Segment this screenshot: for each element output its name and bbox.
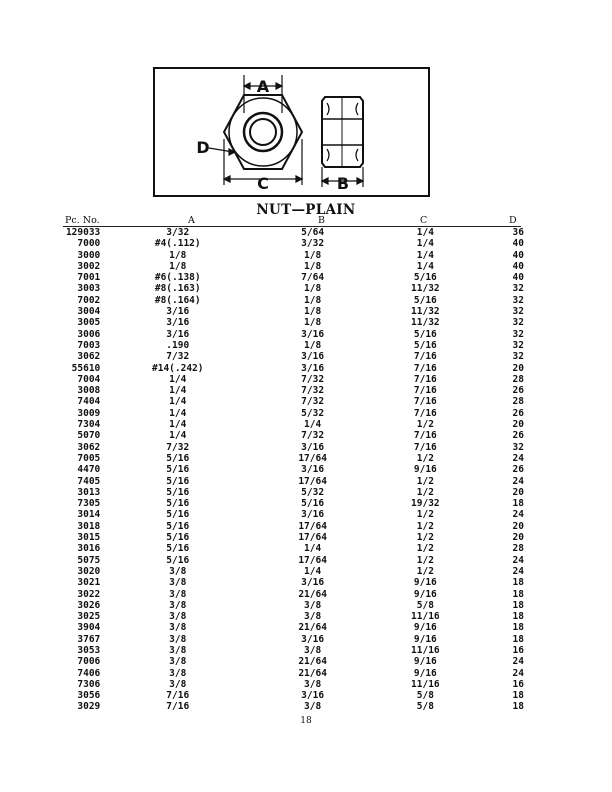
- cell-a: #8(.163): [154, 283, 201, 295]
- table-row: [60, 600, 524, 611]
- cell-a: 5/16: [166, 543, 190, 555]
- cell-a: 3/8: [169, 565, 187, 577]
- cell-c: 1/2: [416, 543, 434, 555]
- hole-inner-circle: [250, 119, 276, 145]
- table-row: [60, 656, 524, 667]
- cell-c: 1/2: [416, 486, 434, 498]
- cell-d: 18: [512, 577, 524, 589]
- cell-d: 18: [512, 588, 524, 600]
- cell-d: 40: [512, 238, 524, 250]
- parts-table: [60, 227, 524, 713]
- cell-a: 3/8: [169, 577, 187, 589]
- cell-d: 18: [512, 690, 524, 702]
- cell-a: 5/16: [166, 498, 190, 510]
- cell-b: 17/64: [298, 554, 327, 566]
- cell-d: 18: [512, 599, 524, 611]
- cell-d: 24: [512, 554, 524, 566]
- label-c: C: [257, 174, 269, 193]
- column-header-d: D: [509, 215, 517, 226]
- label-d: D: [196, 138, 210, 157]
- cell-c: 5/16: [413, 328, 437, 340]
- cell-c: 7/16: [413, 407, 437, 419]
- column-header-c: C: [420, 215, 428, 226]
- cell-b: 1/4: [304, 565, 322, 577]
- cell-pc: 7006: [77, 656, 101, 668]
- cell-c: 7/16: [413, 385, 437, 397]
- cell-c: 9/16: [413, 633, 437, 645]
- cell-a: 5/16: [166, 554, 190, 566]
- cell-b: 1/4: [304, 543, 322, 555]
- cell-pc: 7304: [77, 419, 101, 431]
- cell-d: 26: [512, 464, 524, 476]
- cell-d: 20: [512, 419, 524, 431]
- table-row: [60, 668, 524, 679]
- table-row: [60, 227, 524, 238]
- cell-pc: 7404: [77, 396, 101, 408]
- cell-d: 24: [512, 656, 524, 668]
- cell-b: 7/32: [301, 385, 325, 397]
- cell-pc: 3013: [77, 486, 101, 498]
- cell-pc: 3008: [77, 385, 101, 397]
- cell-a: #4(.112): [154, 238, 201, 250]
- cell-d: 24: [512, 667, 524, 679]
- cell-d: 18: [512, 622, 524, 634]
- cell-a: 3/16: [166, 328, 190, 340]
- table-row: [60, 622, 524, 633]
- cell-d: 24: [512, 452, 524, 464]
- table-row: [60, 317, 524, 328]
- table-row: [60, 351, 524, 362]
- cell-a: 3/16: [166, 306, 190, 318]
- cell-pc: 3009: [77, 407, 101, 419]
- table-row: [60, 261, 524, 272]
- table-row: [60, 340, 524, 351]
- cell-pc: 3018: [77, 520, 101, 532]
- cell-d: 32: [512, 317, 524, 329]
- cell-pc: 3020: [77, 565, 101, 577]
- cell-b: 17/64: [298, 475, 327, 487]
- cell-b: 5/64: [301, 227, 325, 238]
- cell-pc: 3006: [77, 328, 101, 340]
- cell-pc: 7003: [77, 339, 101, 351]
- cell-b: 3/16: [301, 577, 325, 589]
- cell-pc: 3029: [77, 701, 101, 713]
- cell-pc: 4470: [77, 464, 101, 476]
- table-row: [60, 306, 524, 317]
- cell-b: 1/8: [304, 294, 322, 306]
- cell-c: 1/2: [416, 452, 434, 464]
- cell-a: 3/16: [166, 317, 190, 329]
- cell-d: 32: [512, 441, 524, 453]
- cell-a: 1/4: [169, 407, 187, 419]
- cell-a: 7/32: [166, 351, 190, 363]
- cell-pc: 3004: [77, 306, 101, 318]
- cell-a: 1/8: [169, 260, 187, 272]
- table-row: [60, 498, 524, 509]
- cell-b: 3/8: [304, 701, 322, 713]
- cell-pc: 5075: [77, 554, 101, 566]
- hex-outline: [224, 95, 302, 169]
- cell-d: 28: [512, 543, 524, 555]
- cell-b: 3/16: [301, 362, 325, 374]
- cell-d: 16: [512, 644, 524, 656]
- cell-pc: 3025: [77, 611, 101, 623]
- cell-d: 32: [512, 283, 524, 295]
- cell-b: 1/8: [304, 306, 322, 318]
- cell-b: 7/64: [301, 272, 325, 284]
- cell-d: 24: [512, 565, 524, 577]
- cell-b: 3/16: [301, 633, 325, 645]
- cell-c: 1/4: [416, 260, 434, 272]
- table-row: [60, 295, 524, 306]
- cell-b: 5/32: [301, 486, 325, 498]
- cell-a: 3/8: [169, 622, 187, 634]
- cell-a: 3/8: [169, 599, 187, 611]
- cell-pc: 7004: [77, 373, 101, 385]
- cell-d: 32: [512, 306, 524, 318]
- cell-c: 19/32: [411, 498, 440, 510]
- cell-d: 40: [512, 249, 524, 261]
- cell-a: 3/8: [169, 611, 187, 623]
- cell-a: 3/8: [169, 633, 187, 645]
- cell-b: 21/64: [298, 667, 327, 679]
- cell-d: 18: [512, 498, 524, 510]
- table-row: [60, 329, 524, 340]
- cell-pc: 129033: [65, 227, 101, 238]
- cell-a: 1/8: [169, 249, 187, 261]
- cell-c: 11/16: [411, 644, 440, 656]
- cell-d: 18: [512, 633, 524, 645]
- table-row: [60, 250, 524, 261]
- cell-pc: 3056: [77, 690, 101, 702]
- cell-c: 9/16: [413, 667, 437, 679]
- table-row: [60, 589, 524, 600]
- table-row: [60, 283, 524, 294]
- table-row: [60, 487, 524, 498]
- cell-c: 9/16: [413, 622, 437, 634]
- table-row: [60, 272, 524, 283]
- table-row: [60, 476, 524, 487]
- cell-c: 7/16: [413, 373, 437, 385]
- cell-d: 26: [512, 430, 524, 442]
- cell-d: 40: [512, 260, 524, 272]
- table-row: [60, 566, 524, 577]
- cell-b: 3/8: [304, 611, 322, 623]
- cell-b: 21/64: [298, 622, 327, 634]
- cell-a: 1/4: [169, 396, 187, 408]
- cell-pc: 7406: [77, 667, 101, 679]
- cell-b: 21/64: [298, 588, 327, 600]
- table-row: [60, 430, 524, 441]
- table-row: [60, 374, 524, 385]
- cell-pc: 3003: [77, 283, 101, 295]
- cell-pc: 7002: [77, 294, 101, 306]
- cell-c: 1/2: [416, 520, 434, 532]
- cell-a: #14(.242): [152, 362, 204, 374]
- cell-b: 1/8: [304, 249, 322, 261]
- table-row: [60, 645, 524, 656]
- cell-c: 7/16: [413, 441, 437, 453]
- cell-pc: 3015: [77, 532, 101, 544]
- cell-b: 1/4: [304, 419, 322, 431]
- cell-pc: 7305: [77, 498, 101, 510]
- cell-b: 3/16: [301, 351, 325, 363]
- cell-c: 11/32: [411, 306, 440, 318]
- cell-pc: 3014: [77, 509, 101, 521]
- cell-b: 17/64: [298, 520, 327, 532]
- cell-c: 11/32: [411, 317, 440, 329]
- table-row: [60, 408, 524, 419]
- cell-a: 5/16: [166, 520, 190, 532]
- cell-b: 3/8: [304, 678, 322, 690]
- cell-d: 26: [512, 407, 524, 419]
- cell-b: 1/8: [304, 283, 322, 295]
- cell-b: 17/64: [298, 452, 327, 464]
- cell-d: 20: [512, 520, 524, 532]
- cell-a: 5/16: [166, 475, 190, 487]
- cell-a: #8(.164): [154, 294, 201, 306]
- page-number: 18: [300, 716, 312, 726]
- cell-c: 7/16: [413, 396, 437, 408]
- nut-diagram: [153, 67, 430, 197]
- label-b: B: [336, 174, 350, 193]
- cell-b: 21/64: [298, 656, 327, 668]
- cell-c: 1/2: [416, 475, 434, 487]
- cell-pc: 55610: [71, 362, 101, 374]
- cell-c: 9/16: [413, 656, 437, 668]
- cell-d: 32: [512, 328, 524, 340]
- table-row: [60, 611, 524, 622]
- table-row: [60, 363, 524, 374]
- chamfer-circle: [229, 98, 297, 166]
- cell-c: 7/16: [413, 430, 437, 442]
- nut-diagram-drawing: [155, 69, 428, 195]
- cell-pc: 3002: [77, 260, 101, 272]
- cell-a: .190: [166, 339, 190, 351]
- cell-pc: 5070: [77, 430, 101, 442]
- cell-a: 3/8: [169, 667, 187, 679]
- cell-a: 3/8: [169, 588, 187, 600]
- cell-pc: 3005: [77, 317, 101, 329]
- cell-d: 32: [512, 351, 524, 363]
- cell-pc: 7405: [77, 475, 101, 487]
- cell-d: 28: [512, 373, 524, 385]
- table-row: [60, 396, 524, 407]
- table-row: [60, 543, 524, 554]
- label-a: A: [256, 77, 270, 96]
- column-header-pc-no: Pc. No.: [65, 215, 100, 226]
- cell-d: 24: [512, 509, 524, 521]
- cell-c: 1/4: [416, 238, 434, 250]
- cell-b: 3/16: [301, 509, 325, 521]
- cell-pc: 3000: [77, 249, 101, 261]
- cell-b: 1/8: [304, 260, 322, 272]
- cell-d: 18: [512, 701, 524, 713]
- cell-c: 5/16: [413, 272, 437, 284]
- table-row: [60, 385, 524, 396]
- cell-a: #6(.138): [154, 272, 201, 284]
- table-row: [60, 634, 524, 645]
- table-row: [60, 442, 524, 453]
- cell-d: 20: [512, 532, 524, 544]
- cell-pc: 3022: [77, 588, 101, 600]
- table-row: [60, 419, 524, 430]
- column-header-a: A: [188, 215, 195, 226]
- cell-c: 5/8: [416, 690, 434, 702]
- cell-b: 3/16: [301, 690, 325, 702]
- table-row: [60, 238, 524, 249]
- cell-d: 36: [512, 227, 524, 238]
- cell-pc: 3062: [77, 351, 101, 363]
- cell-c: 9/16: [413, 577, 437, 589]
- cell-a: 5/16: [166, 464, 190, 476]
- cell-d: 40: [512, 272, 524, 284]
- cell-b: 1/8: [304, 339, 322, 351]
- cell-c: 7/16: [413, 351, 437, 363]
- table-row: [60, 521, 524, 532]
- cell-pc: 7306: [77, 678, 101, 690]
- cell-a: 3/8: [169, 656, 187, 668]
- cell-a: 7/16: [166, 701, 190, 713]
- cell-pc: 7005: [77, 452, 101, 464]
- table-row: [60, 464, 524, 475]
- cell-c: 1/4: [416, 227, 434, 238]
- cell-pc: 3904: [77, 622, 101, 634]
- cell-c: 7/16: [413, 362, 437, 374]
- cell-c: 1/4: [416, 249, 434, 261]
- cell-pc: 3021: [77, 577, 101, 589]
- table-row: [60, 453, 524, 464]
- table-row: [60, 577, 524, 588]
- cell-c: 1/2: [416, 554, 434, 566]
- cell-b: 5/16: [301, 498, 325, 510]
- cell-b: 3/16: [301, 464, 325, 476]
- cell-c: 1/2: [416, 509, 434, 521]
- cell-pc: 7001: [77, 272, 101, 284]
- table-row: [60, 679, 524, 690]
- cell-a: 1/4: [169, 385, 187, 397]
- cell-c: 5/8: [416, 701, 434, 713]
- cell-c: 11/32: [411, 283, 440, 295]
- cell-c: 11/16: [411, 678, 440, 690]
- cell-b: 1/8: [304, 317, 322, 329]
- cell-d: 32: [512, 339, 524, 351]
- cell-b: 7/32: [301, 373, 325, 385]
- page-title: NUT—PLAIN: [256, 202, 356, 218]
- cell-b: 3/32: [301, 238, 325, 250]
- table-row: [60, 532, 524, 543]
- table-row: [60, 701, 524, 712]
- cell-a: 5/16: [166, 532, 190, 544]
- table-row: [60, 690, 524, 701]
- cell-d: 24: [512, 475, 524, 487]
- cell-c: 11/16: [411, 611, 440, 623]
- cell-b: 17/64: [298, 532, 327, 544]
- cell-a: 7/32: [166, 441, 190, 453]
- cell-a: 1/4: [169, 430, 187, 442]
- cell-a: 7/16: [166, 690, 190, 702]
- cell-b: 3/16: [301, 328, 325, 340]
- cell-b: 5/32: [301, 407, 325, 419]
- cell-c: 1/2: [416, 565, 434, 577]
- table-row: [60, 509, 524, 520]
- cell-a: 3/32: [166, 227, 190, 238]
- cell-pc: 3062: [77, 441, 101, 453]
- cell-c: 5/16: [413, 339, 437, 351]
- cell-a: 5/16: [166, 486, 190, 498]
- cell-a: 1/4: [169, 419, 187, 431]
- cell-pc: 7000: [77, 238, 101, 250]
- cell-c: 5/8: [416, 599, 434, 611]
- table-row: [60, 555, 524, 566]
- cell-a: 1/4: [169, 373, 187, 385]
- cell-d: 32: [512, 294, 524, 306]
- cell-c: 9/16: [413, 464, 437, 476]
- cell-a: 3/8: [169, 678, 187, 690]
- cell-c: 1/2: [416, 419, 434, 431]
- cell-c: 9/16: [413, 588, 437, 600]
- cell-b: 3/8: [304, 599, 322, 611]
- cell-d: 18: [512, 611, 524, 623]
- cell-pc: 3053: [77, 644, 101, 656]
- cell-d: 28: [512, 396, 524, 408]
- cell-c: 1/2: [416, 532, 434, 544]
- cell-c: 5/16: [413, 294, 437, 306]
- cell-a: 3/8: [169, 644, 187, 656]
- cell-d: 20: [512, 486, 524, 498]
- cell-pc: 3767: [77, 633, 101, 645]
- cell-b: 7/32: [301, 396, 325, 408]
- cell-b: 3/8: [304, 644, 322, 656]
- cell-pc: 3016: [77, 543, 101, 555]
- cell-d: 20: [512, 362, 524, 374]
- column-header-b: B: [318, 215, 325, 226]
- cell-d: 16: [512, 678, 524, 690]
- cell-a: 5/16: [166, 509, 190, 521]
- cell-d: 26: [512, 385, 524, 397]
- cell-b: 7/32: [301, 430, 325, 442]
- cell-pc: 3026: [77, 599, 101, 611]
- cell-b: 3/16: [301, 441, 325, 453]
- cell-a: 5/16: [166, 452, 190, 464]
